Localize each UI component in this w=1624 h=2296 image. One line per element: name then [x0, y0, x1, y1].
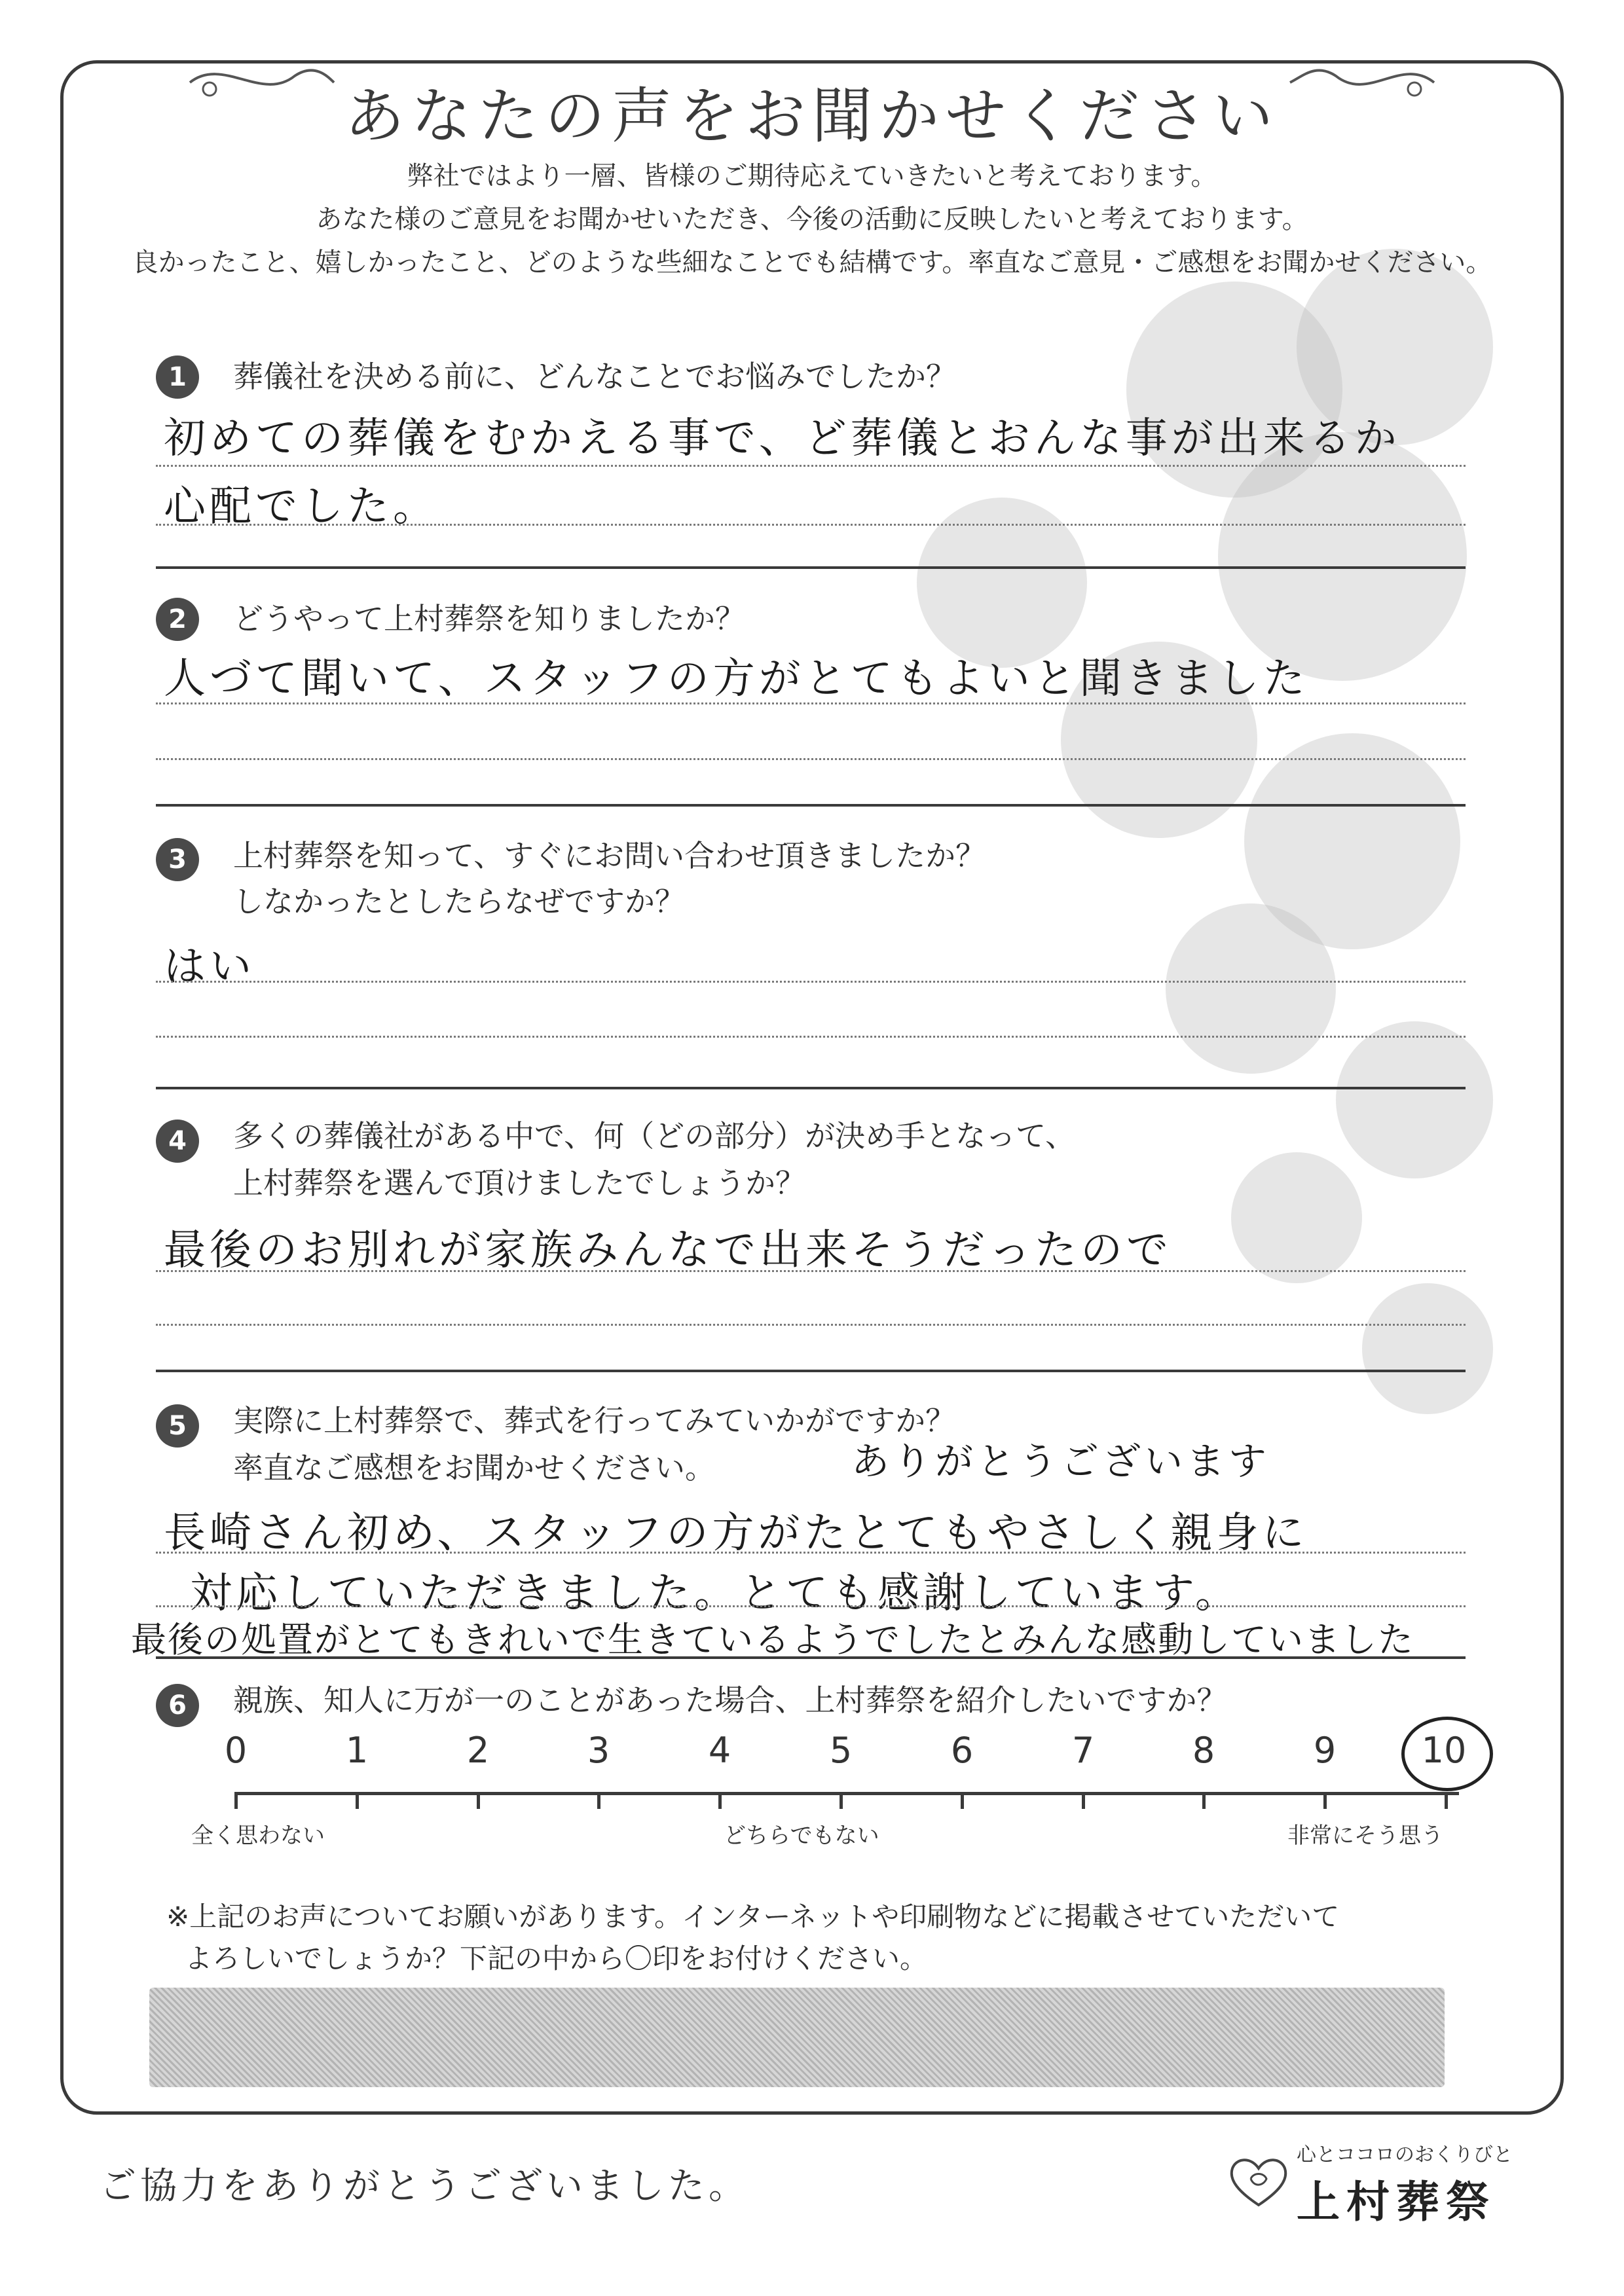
page-title: あなたの声をお聞かせください [344, 81, 1280, 151]
logo-tagline: 心とココロのおくりびと [1297, 2143, 1513, 2166]
scale-number[interactable]: 2 [466, 1730, 490, 1771]
scale-number[interactable]: 5 [829, 1730, 853, 1771]
scale-tick [1445, 1792, 1448, 1809]
scale-tick [597, 1792, 600, 1809]
scale-tick [1202, 1792, 1206, 1809]
scale-tick [1323, 1792, 1327, 1809]
scale-number[interactable]: 3 [587, 1730, 610, 1771]
redacted-consent-area [149, 1988, 1445, 2087]
handwritten-answer: はい [164, 943, 255, 991]
question-number-badge: 2 [156, 598, 199, 641]
question-number-badge: 6 [156, 1684, 199, 1727]
scale-number[interactable]: 7 [1071, 1730, 1095, 1771]
question-text: 率直なご感想をお聞かせください。 [233, 1450, 715, 1485]
intro-line: あなた様のご意見をお聞かせいただき、今後の活動に反映したいと考えております。 [316, 204, 1308, 234]
scale-number[interactable]: 9 [1313, 1730, 1337, 1771]
handwritten-answer: 長崎さん初め、スタッフの方がたとてもやさしく親身に [164, 1509, 1308, 1558]
note-line: ※上記のお声についてお願いがあります。インターネットや印刷物などに掲載させていただいて [166, 1901, 1340, 1933]
question-text: 葬儀社を決める前に、どんなことでお悩みでしたか？ [233, 359, 956, 394]
scale-number[interactable]: 1 [345, 1730, 369, 1771]
section-divider [156, 1656, 1466, 1659]
question-text: 多くの葬儀社がある中で、何（どの部分）が決め手となって、 [233, 1118, 1076, 1154]
question-number-badge: 4 [156, 1120, 199, 1163]
answer-line [156, 524, 1466, 526]
handwritten-answer-inline: ありがとうございます [851, 1439, 1271, 1484]
handwritten-answer: 対応していただきました。とても感謝しています。 [190, 1569, 1241, 1618]
scale-label-middle: どちらでもない [724, 1823, 879, 1849]
answer-line [156, 1324, 1466, 1326]
thank-you-text: ご協力をありがとうございました。 [100, 2165, 749, 2208]
logo-name: 上村葬祭 [1297, 2177, 1496, 2227]
question-text: 実際に上村葬祭で、葬式を行ってみていかがですか？ [233, 1403, 956, 1438]
scale-tick [1082, 1792, 1085, 1809]
scale-number[interactable]: 4 [708, 1730, 731, 1771]
question-text: 上村葬祭を選んで頂けましたでしょうか？ [233, 1165, 805, 1201]
selected-rating-circle [1401, 1717, 1493, 1791]
answer-line [156, 1036, 1466, 1038]
scale-number[interactable]: 8 [1192, 1730, 1215, 1771]
scale-tick [477, 1792, 480, 1809]
section-divider [156, 804, 1466, 807]
question-number-badge: 3 [156, 838, 199, 881]
answer-line [156, 981, 1466, 983]
left-flourish [183, 50, 341, 109]
answer-line [156, 1270, 1466, 1272]
question-text: どうやって上村葬祭を知りましたか？ [233, 601, 745, 636]
handwritten-answer: 最後のお別れが家族みんなで出来そうだったので [164, 1226, 1172, 1275]
scale-number[interactable]: 6 [950, 1730, 974, 1771]
question-text: しなかったとしたらなぜですか？ [233, 884, 685, 919]
right-flourish [1283, 50, 1441, 109]
answer-line [156, 702, 1466, 704]
scale-label-left: 全く思わない [191, 1823, 325, 1849]
scale-tick [718, 1792, 722, 1809]
scale-tick [840, 1792, 843, 1809]
intro-text [131, 155, 1493, 284]
section-divider [156, 1370, 1466, 1372]
handwritten-answer: 最後の処置がとてもきれいで生きているようでしたとみんな感動していました [131, 1619, 1414, 1660]
publication-consent-note [166, 1896, 1339, 1980]
scale-tick [961, 1792, 964, 1809]
scale-tick [234, 1792, 238, 1809]
question-text: 親族、知人に万が一のことがあった場合、上村葬祭を紹介したいですか？ [233, 1683, 1227, 1718]
intro-line: 良かったこと、嬉しかったこと、どのような些細なことでも結構です。率直なご意見・ご感想をお聞かせください。 [132, 247, 1492, 278]
question-text: 上村葬祭を知って、すぐにお問い合わせ頂きましたか？ [233, 838, 986, 873]
answer-line [156, 1552, 1466, 1554]
question-number-badge: 1 [156, 355, 199, 399]
scale-number[interactable]: 0 [224, 1730, 248, 1771]
question-number-badge: 5 [156, 1404, 199, 1448]
scale-label-right: 非常にそう思う [1287, 1823, 1443, 1849]
intro-line: 弊社ではより一層、皆様のご期待応えていきたいと考えております。 [407, 161, 1217, 191]
section-divider [156, 566, 1466, 569]
answer-line [156, 1605, 1466, 1607]
answer-line [156, 758, 1466, 760]
scale-tick [356, 1792, 359, 1809]
handwritten-answer: 初めての葬儀をむかえる事で、ど葬儀とおんな事が出来るか [164, 414, 1401, 463]
section-divider [156, 1087, 1466, 1089]
heart-logo-icon [1226, 2153, 1291, 2209]
handwritten-answer: 人づて聞いて、スタッフの方がとてもよいと聞きました [164, 655, 1309, 703]
scale-number-selected[interactable]: 10 [1421, 1730, 1467, 1771]
rating-scale-line [234, 1792, 1459, 1795]
note-line: よろしいでしょうか？下記の中から〇印をお付けください。 [185, 1942, 928, 1975]
handwritten-answer: 心配でした。 [164, 483, 439, 531]
answer-line [156, 465, 1466, 467]
